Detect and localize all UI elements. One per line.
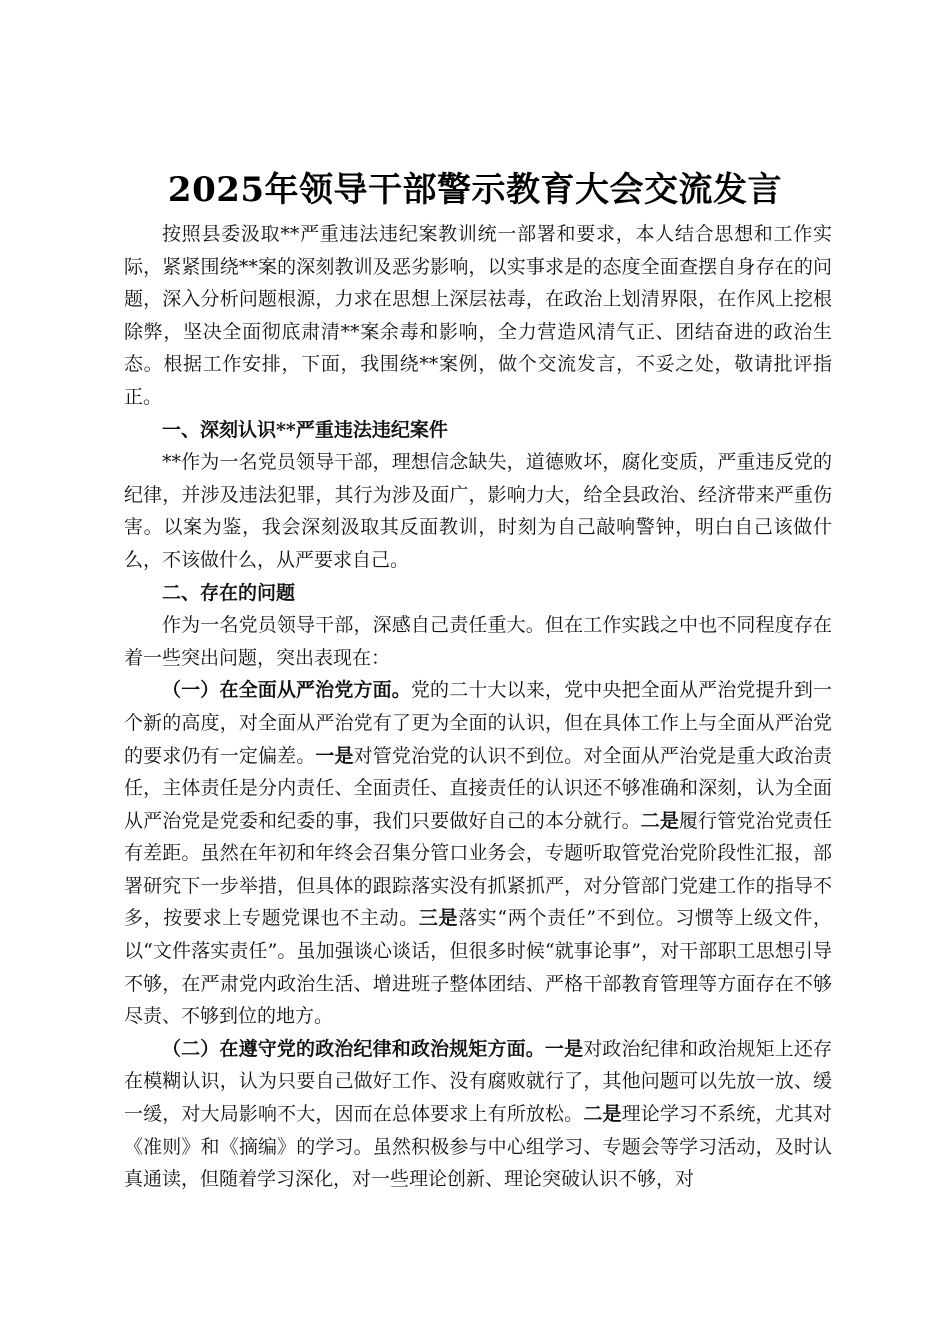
document-title: 2025年领导干部警示教育大会交流发言 <box>167 170 783 210</box>
item-1-text: 落实“两个责任”不到位。习惯等上级文件，以“文件落实责任”。虽加强谈心谈话，但很多时候“就事论事”，对干部职工思想引导不够，在严肃党内政治生活、增进班子整体团结、严格干部教育管理等方面存在不够尽责、不够到位的地方。 <box>124 907 832 1028</box>
item-2-mark-1: 一是 <box>544 1037 584 1060</box>
item-1-paragraph <box>124 674 832 1033</box>
section-1-heading: 一、深刻认识**严重违法违纪案件 <box>162 418 448 441</box>
item-2-text: 对政治纪律和政治规矩上还存在模糊认识，认为只要自己做好工作、没有腐败就行了，其他问题可以先放一放、缓一缓，对大局影响不大，因而在总体要求上有所放松。 <box>124 1037 832 1126</box>
document-body <box>124 218 832 1196</box>
section-1-paragraph: **作为一名党员领导干部，理想信念缺失，道德败坏，腐化变质，严重违反党的纪律，并涉及违法犯罪，其行为涉及面广，影响力大，给全县政治、经济带来严重伤害。以案为鉴，我会深刻汲取其反面教训，时刻为自己敲响警钟，明白自己该做什么，不该做什么，从严要求自己。 <box>124 451 832 571</box>
item-1-mark-1: 一是 <box>315 744 354 767</box>
item-1-text: 党的二十大以来，党中央把全面从严治党提升到一个新的高度，对全面从严治党有了更为全面的认识，但在具体工作上与全面从严治党的要求仍有一定偏差。 <box>124 679 832 767</box>
item-2-paragraph <box>124 1033 832 1196</box>
item-1-text: 履行管党治党责任有差距。虽然在年初和年终会召集分管口业务会，专题听取管党治党阶段性汇报，部署研究下一步举措，但具体的跟踪落实没有抓紧抓严，对分管部门党建工作的指导不多，按要求上专题党课也不主动。 <box>124 809 832 930</box>
item-1-text: 对管党治党的认识不到位。对全面从严治党是重大政治责任，主体责任是分内责任、全面责任、直接责任的认识还不够准确和深刻，认为全面从严治党是党委和纪委的事，我们只要做好自己的本分就行。 <box>124 744 832 832</box>
section-2-heading: 二、存在的问题 <box>162 581 296 604</box>
item-1-lead: （一）在全面从严治党方面。 <box>162 679 411 702</box>
section-2-intro-paragraph: 作为一名党员领导干部，深感自己责任重大。但在工作实践之中也不同程度存在着一些突出问题，突出表现在： <box>124 614 832 669</box>
item-1-mark-2: 二是 <box>640 809 679 832</box>
intro-paragraph: 按照县委汲取**严重违法违纪案教训统一部署和要求，本人结合思想和工作实际，紧紧围绕**案的深刻教训及恶劣影响，以实事求是的态度全面查摆自身存在的问题，深入分析问题根源，力求在思想上深层祛毒，在政治上划清界限，在作风上挖根除弊，坚决全面彻底肃清**案余毒和影响，全力营造风清气正、团结奋进的政治生态。根据工作安排，下面，我围绕**案例，做个交流发言，不妥之处，敬请批评指正。 <box>124 223 832 408</box>
item-2-lead: （二）在遵守党的政治纪律和政治规矩方面。 <box>162 1037 545 1060</box>
item-2-mark-2: 二是 <box>583 1103 622 1126</box>
item-2-text: 理论学习不系统，尤其对《准则》和《摘编》的学习。虽然积极参与中心组学习、专题会等学习活动，及时认真通读，但随着学习深化，对一些理论创新、理论突破认识不够，对 <box>124 1103 832 1191</box>
item-1-mark-3: 三是 <box>418 907 459 930</box>
